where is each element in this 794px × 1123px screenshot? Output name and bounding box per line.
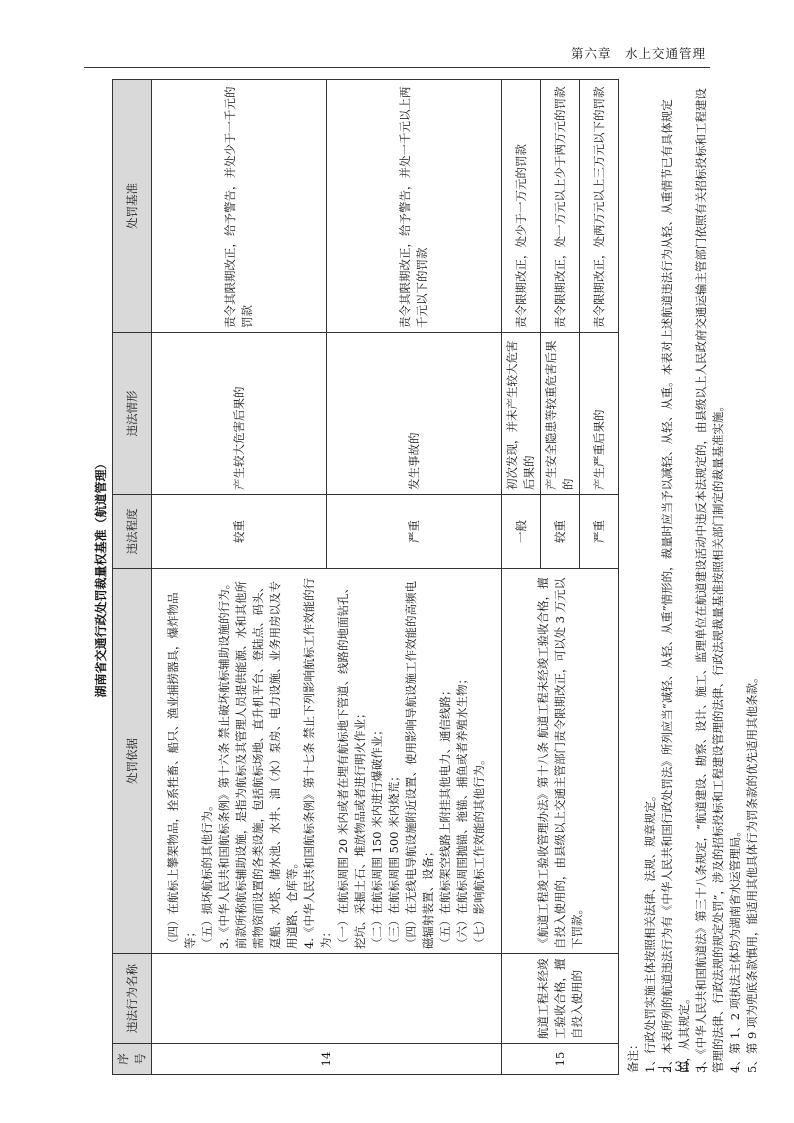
table-title: 湖南省交通行政处罚裁量权基准（航道管理） <box>94 457 108 698</box>
note-item: 1、行政处罚实施主体按照相关法律、法规、规章规定。 <box>643 789 657 1073</box>
table-row <box>502 80 541 1075</box>
col-header-situation: 违法情形 <box>113 333 152 495</box>
situation-cell: 产生较大危害后果的 <box>152 333 327 495</box>
basis-line: （六）在航标周围抛锚、拖锚、捕鱼或者养殖水生物； <box>455 673 469 949</box>
penalty-basis <box>152 569 502 954</box>
standard-cell: 责令限期改正，处少于一万元的罚款 <box>502 80 541 333</box>
basis-line: 3.《中华人民共和国航标条例》第十六条 禁止破坏航标辅助设施的行为。前款所称航标辅助设施，是指为航标及其管理人员提供能源、水和其他所需物资而设置的各类设施，包括航标场地、直升机平台、登陆点、码头、趸船、水塔、储水池、水井、油（水）泵房、电力设施、业务用房以及专用道路、仓库等。 <box>217 577 299 949</box>
standard-cell: 责令限期改正，处两万元以上三万元以下的罚款 <box>580 80 619 333</box>
violation-name: 航道工程未经竣工验收合格，擅自投入使用的 <box>502 954 619 1044</box>
chapter-header: 第六章 水上交通管理 <box>570 46 706 61</box>
header-rule <box>84 67 710 68</box>
table-row <box>152 80 327 1075</box>
basis-line: （五）在航标架空线路上附挂其他电力、通信线路； <box>438 684 452 949</box>
rotated-table-area <box>90 80 759 1075</box>
violation-name <box>152 954 502 1044</box>
degree-cell: 严重 <box>327 495 502 569</box>
degree-cell: 严重 <box>580 495 619 569</box>
basis-line: （四）在航标上攀架物品，拴系牲畜、船只、渔业捕捞器具，爆炸物品等； <box>166 592 197 949</box>
basis-line: （一）在航标周围 20 米内或者在埋有航标地下管道、线路的地面钻孔、挖坑、采掘土石、堆放物品或者进行明火作业； <box>336 582 367 949</box>
page-number: — 31 — <box>657 1060 708 1075</box>
basis-line: （三）在航标周围 500 米内烧荒； <box>387 770 401 949</box>
degree-cell: 较重 <box>541 495 580 569</box>
basis-line: （七）影响航标工作效能的其他行为。 <box>472 753 486 949</box>
standard-cell: 责令其限期改正，给予警告，并处少于一千元的罚款 <box>152 80 327 333</box>
basis-line: 4.《中华人民共和国航标条例》第十七条 禁止下列影响航标工作效能的行为： <box>302 577 333 949</box>
row-number: 15 <box>502 1044 619 1075</box>
col-header-name: 违法行为名称 <box>113 954 152 1044</box>
situation-cell: 初次发现，并未产生较大危害后果的 <box>502 333 541 495</box>
note-item: 2、本表所列的航道违法行为有《中华人民共和国行政处罚法》所列应当“减轻、从轻、从重”情形的，裁量时应当予以减轻、从轻、从重。本表对上述航道违法行为从轻、从重情节已有具体规定的，从其规定。 <box>660 99 691 1073</box>
note-item: 3、《中华人民共和国航道法》第三十八条规定，“航道建设、勘察、设计、施工、监理单位在航道建设活动中违反本法规定的，由县级以上人民政府交通运输主管部门依照有关招标投标和工程建设管理的法律、行政法规的规定处罚”，涉及的招标投标和工程建设管理的法律、行政法规裁量基准按照相关部门制定的裁量基准实施。 <box>694 88 725 1073</box>
row-number: 14 <box>152 1044 502 1075</box>
situation-cell: 产生严重后果的 <box>580 333 619 495</box>
col-header-degree: 违法程度 <box>113 495 152 569</box>
degree-cell: 一般 <box>502 495 541 569</box>
standard-cell: 责令其限期改正，给予警告，并处一千元以上两千元以下的罚款 <box>327 80 502 333</box>
note-item: 4、第 1、2 项执法主体均为湖南省水运管理局。 <box>728 825 742 1073</box>
basis-line: （二）在航标周围 150 米内进行爆破作业； <box>370 724 384 949</box>
col-header-standard: 处罚基准 <box>113 80 152 333</box>
notes-heading: 备注： <box>626 1038 640 1073</box>
notes-section <box>625 80 761 1075</box>
basis-line: （四）在无线电导航设施附近设置、使用影响导航设施工作效能的高频电磁辐射装置、设备； <box>404 581 435 949</box>
basis-line: （五）损坏航标的其他行为。 <box>200 799 214 949</box>
penalty-table <box>112 79 619 1075</box>
penalty-basis: 《航道工程竣工验收管理办法》第十八条 航道工程未经竣工验收合格，擅自投入使用的，由县级以上交通主管部门责令限期改正，可以处 3 万元以下罚款。 <box>502 569 619 954</box>
table-header-row <box>113 80 152 1075</box>
note-item: 5、第 9 项为兜底条款慎用，能适用其他具体行为罚条款的优先适用其他条款。 <box>745 671 759 1073</box>
col-header-basis: 处罚依据 <box>113 569 152 954</box>
situation-cell: 产生安全隐患等较重危害后果的 <box>541 333 580 495</box>
col-header-no: 序号 <box>113 1044 152 1075</box>
situation-cell: 发生事故的 <box>327 333 502 495</box>
standard-cell: 责令限期改正，处一万元以上少于两万元的罚款 <box>541 80 580 333</box>
degree-cell: 较重 <box>152 495 327 569</box>
